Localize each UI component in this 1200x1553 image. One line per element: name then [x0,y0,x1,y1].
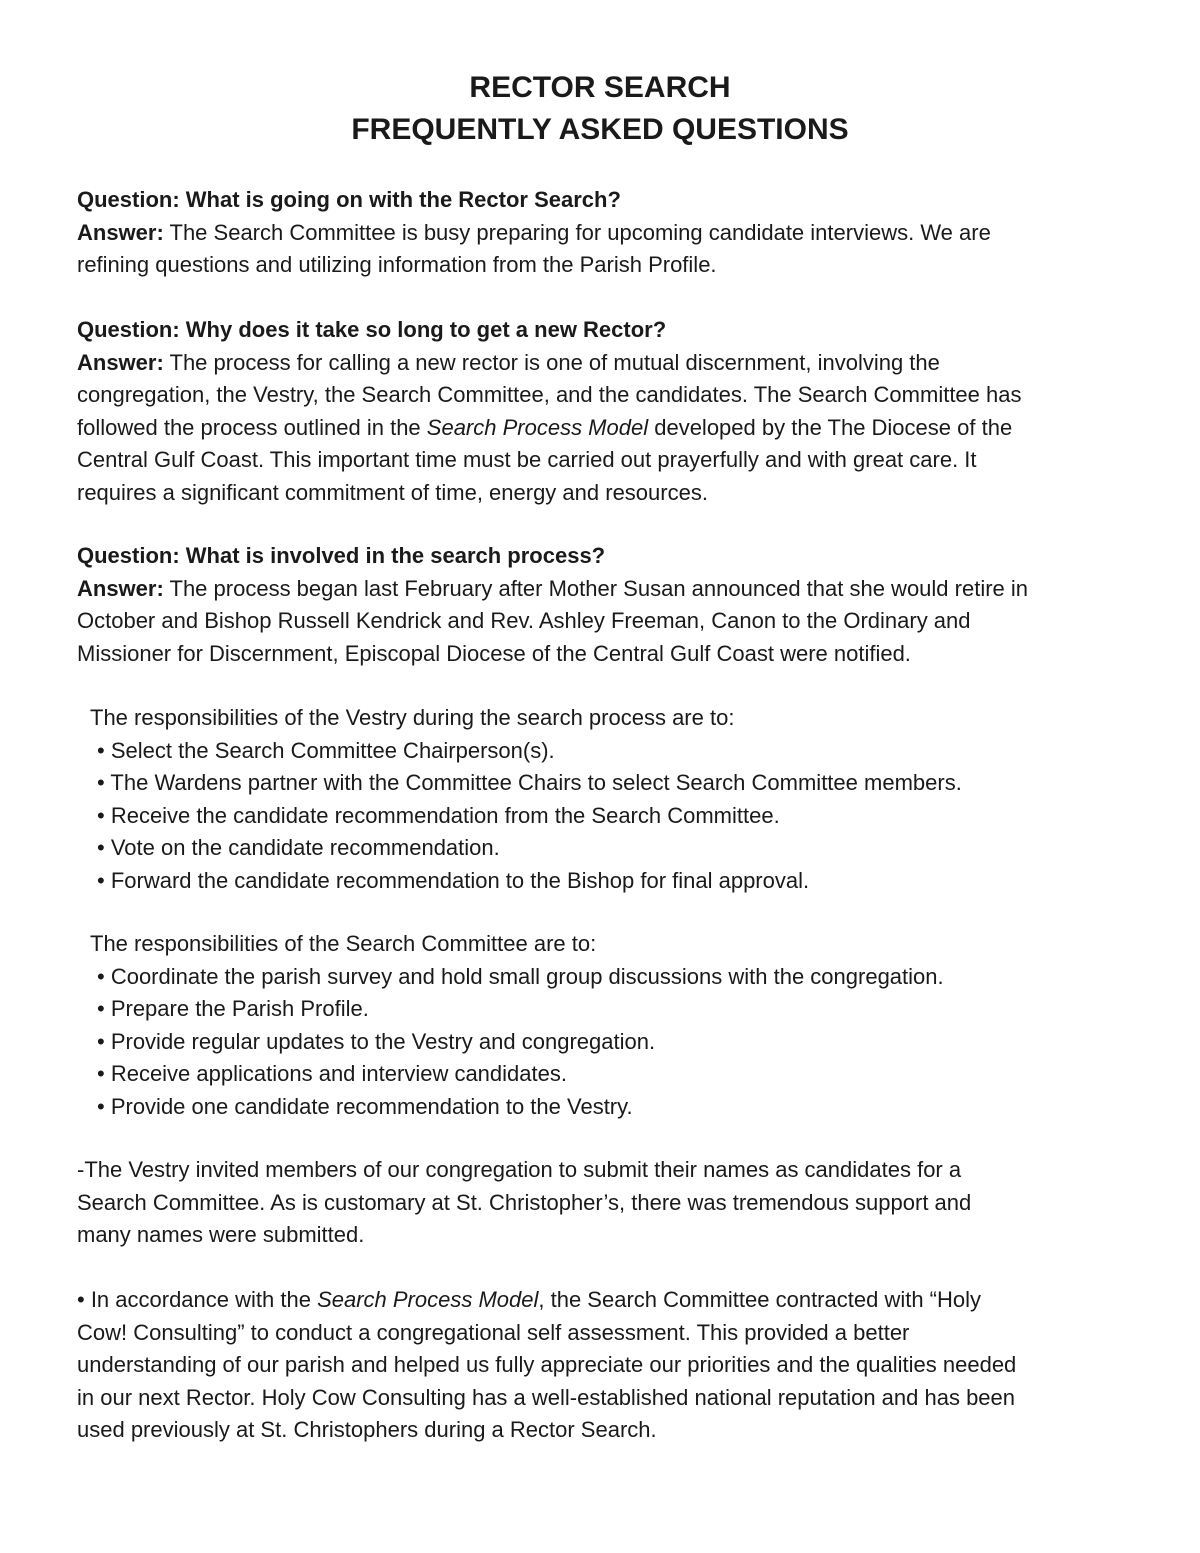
answer-line: followed the process outlined in the Search Process Model developed by the The Diocese of the [77,414,1013,440]
answer-line: October and Bishop Russell Kendrick and Rev. Ashley Freeman, Canon to the Ordinary and [77,608,971,633]
paragraph-vestry-invite: -The Vestry invited members of our congregation to submit their names as candidates for a Search Committee. As is customary at St. Christopher’s, there was tremendous support and many names were submitted. [77,1157,972,1247]
page-title-line-1: RECTOR SEARCH [469,71,731,104]
answer-line: Central Gulf Coast. This important time must be carried out prayerfully and with great care. It [77,447,977,472]
list-item: • Provide regular updates to the Vestry and congregation. [97,1028,656,1054]
paragraph-holy-cow: • In accordance with the Search Process Model, the Search Committee contracted with “Holy Cow! Consulting” to conduct a congregational self assessment. This provided a better understanding of our parish and helped us fully appreciate our priorities and the qualities needed in our next Rector. Holy Cow Consulting has a well-established national reputation and has been used previously at St. Christophers during a Rector Search. [77,1287,1017,1442]
list-item: • Select the Search Committee Chairperson(s). [97,737,555,763]
list-item: • Receive applications and interview candidates. [97,1061,567,1086]
list-item: • The Wardens partner with the Committee Chairs to select Search Committee members. [97,770,962,795]
question: Question: Why does it take so long to get a new Rector? [77,317,667,342]
faq-3 [77,540,1028,670]
answer-line: Answer: The Search Committee is busy preparing for upcoming candidate interviews. We are [77,219,991,245]
faq-1 [77,184,991,282]
list-item: • Provide one candidate recommendation to the Vestry. [97,1093,633,1119]
answer-line: refining questions and utilizing information from the Parish Profile. [77,252,717,277]
list-item: • Prepare the Parish Profile. [97,996,369,1021]
list-intro: The responsibilities of the Vestry during the search process are to: [90,705,735,730]
answer-line: congregation, the Vestry, the Search Committee, and the candidates. The Search Committee has [77,382,1022,407]
list-intro: The responsibilities of the Search Committee are to: [90,931,597,956]
answer-line: Answer: The process for calling a new rector is one of mutual discernment, involving the [77,349,940,375]
answer-line: requires a significant commitment of time, energy and resources. [77,479,708,505]
question: Question: What is going on with the Rector Search? [77,187,621,212]
answer-line: Missioner for Discernment, Episcopal Diocese of the Central Gulf Coast were notified. [77,640,911,666]
vestry-responsibilities [90,702,962,897]
committee-responsibilities [90,928,944,1123]
list-item: • Vote on the candidate recommendation. [97,835,500,860]
list-item: • Coordinate the parish survey and hold small group discussions with the congregation. [97,963,944,989]
question: Question: What is involved in the search process? [77,543,606,568]
faq-2 [77,314,1022,509]
page-title-line-2: FREQUENTLY ASKED QUESTIONS [351,113,849,146]
answer-line: Answer: The process began last February after Mother Susan announced that she would retire in [77,575,1029,601]
list-item: • Forward the candidate recommendation to the Bishop for final approval. [97,867,810,893]
list-item: • Receive the candidate recommendation from the Search Committee. [97,802,780,828]
